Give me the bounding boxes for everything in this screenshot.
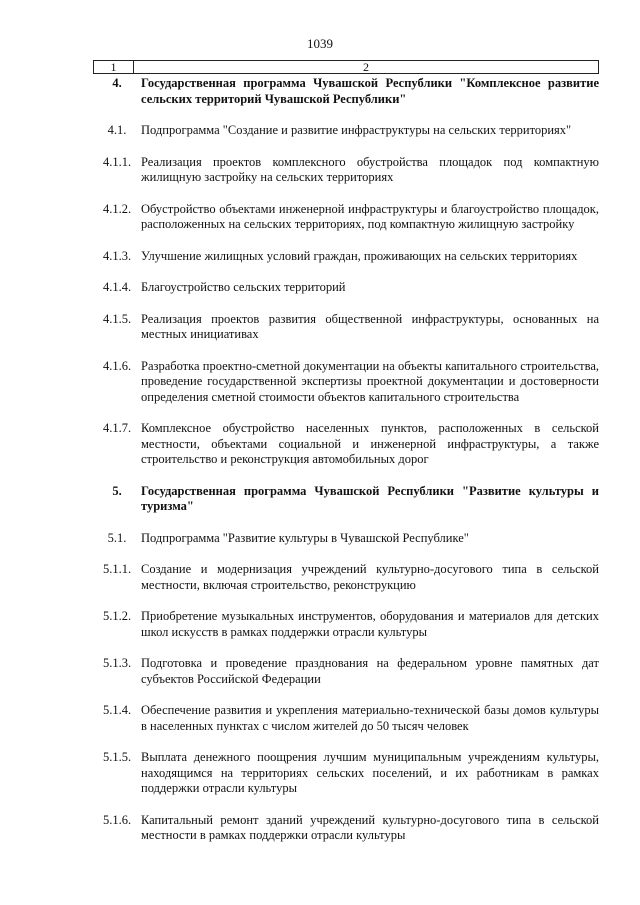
- table-row: [93, 609, 599, 640]
- row-number: 4.: [112, 76, 122, 90]
- table-header: [93, 60, 599, 74]
- program-table: [93, 60, 599, 860]
- row-text: Комплексное обустройство населенных пунктов, расположенных в сельской местности, объектами социальной и инженерной инфраструктуры, а также строительство и реконструкция автомобильных дорог: [141, 421, 599, 466]
- row-text: Обустройство объектами инженерной инфраструктуры и благоустройство площадок, расположенных на сельских территориях, под компактную жилищную застройку: [141, 201, 599, 231]
- table-row: [93, 703, 599, 734]
- table-row: [93, 312, 599, 343]
- table-body: [93, 76, 599, 844]
- table-row: [93, 155, 599, 186]
- row-text: Капитальный ремонт зданий учреждений культурно-досугового типа в сельской местности в рамках поддержки отрасли культуры: [141, 812, 599, 842]
- row-number: 5.1.1.: [102, 562, 132, 576]
- table-row: [93, 656, 599, 687]
- row-text: Подготовка и проведение празднования на федеральном уровне памятных дат субъектов Российской Федерации: [141, 656, 599, 686]
- row-number: 4.1.: [107, 123, 127, 137]
- table-row: [93, 359, 599, 406]
- table-row: [93, 531, 599, 547]
- row-number: 5.1.2.: [102, 609, 132, 623]
- table-row: [93, 484, 599, 515]
- row-text: Обеспечение развития и укрепления материально-технической базы домов культуры в населенных пунктах с числом жителей до 50 тысяч человек: [141, 703, 599, 733]
- row-text: Благоустройство сельских территорий: [141, 280, 346, 294]
- page-number: 1039: [307, 36, 333, 51]
- table-row: [93, 202, 599, 233]
- row-number: 4.1.1.: [102, 154, 132, 169]
- row-text: Государственная программа Чувашской Республики "Комплексное развитие сельских территорий Чувашской Республики": [141, 76, 599, 106]
- table-row: [93, 123, 599, 139]
- row-text: Государственная программа Чувашской Республики "Развитие культуры и туризма": [141, 483, 599, 513]
- row-number: 4.1.3.: [102, 248, 132, 263]
- row-number: 4.1.6.: [102, 358, 132, 373]
- row-text: Улучшение жилищных условий граждан, проживающих на сельских территориях: [141, 248, 578, 263]
- row-number: 5.1.5.: [102, 750, 132, 764]
- row-text: Разработка проектно-сметной документации на объекты капитального строительства, проведение государственной экспертизы проектной документации и достоверности определения сметной стоимости объектов капитального строительства: [141, 358, 599, 404]
- header-col-1: 1: [94, 61, 134, 73]
- table-row: [93, 813, 599, 844]
- row-number: 4.1.5.: [102, 311, 132, 326]
- table-row: [93, 750, 599, 797]
- row-text: Выплата денежного поощрения лучшим муниципальным учреждениям культуры, находящимся на территориях сельских поселений, и их работникам в рамках поддержки отрасли культуры: [141, 750, 599, 795]
- table-row: [93, 421, 599, 468]
- row-text: Приобретение музыкальных инструментов, оборудования и материалов для детских школ искусств в рамках поддержки отрасли культуры: [141, 609, 599, 639]
- header-col-2: 2: [363, 60, 369, 74]
- row-number: 5.1.6.: [102, 812, 132, 827]
- table-row: [93, 280, 599, 296]
- row-text: Подпрограмма "Создание и развитие инфраструктуры на сельских территориях": [141, 123, 572, 137]
- row-number: 4.1.4.: [102, 280, 132, 294]
- row-number: 4.1.2.: [102, 201, 132, 216]
- row-number: 5.1.3.: [102, 656, 132, 670]
- row-text: Подпрограмма "Развитие культуры в Чувашской Республике": [141, 530, 469, 545]
- row-text: Создание и модернизация учреждений культурно-досугового типа в сельской местности, включая строительство, реконструкцию: [141, 562, 599, 592]
- row-number: 5.1.4.: [102, 703, 132, 717]
- row-number: 4.1.7.: [102, 421, 132, 435]
- table-row: [93, 562, 599, 593]
- row-number: 5.1.: [107, 530, 127, 545]
- row-text: Реализация проектов комплексного обустройства площадок под компактную жилищную застройку на сельских территориях: [141, 154, 599, 184]
- row-text: Реализация проектов развития общественной инфраструктуры, основанных на местных инициативах: [141, 311, 599, 341]
- table-row: [93, 76, 599, 107]
- row-number: 5.: [112, 483, 122, 498]
- table-row: [93, 249, 599, 265]
